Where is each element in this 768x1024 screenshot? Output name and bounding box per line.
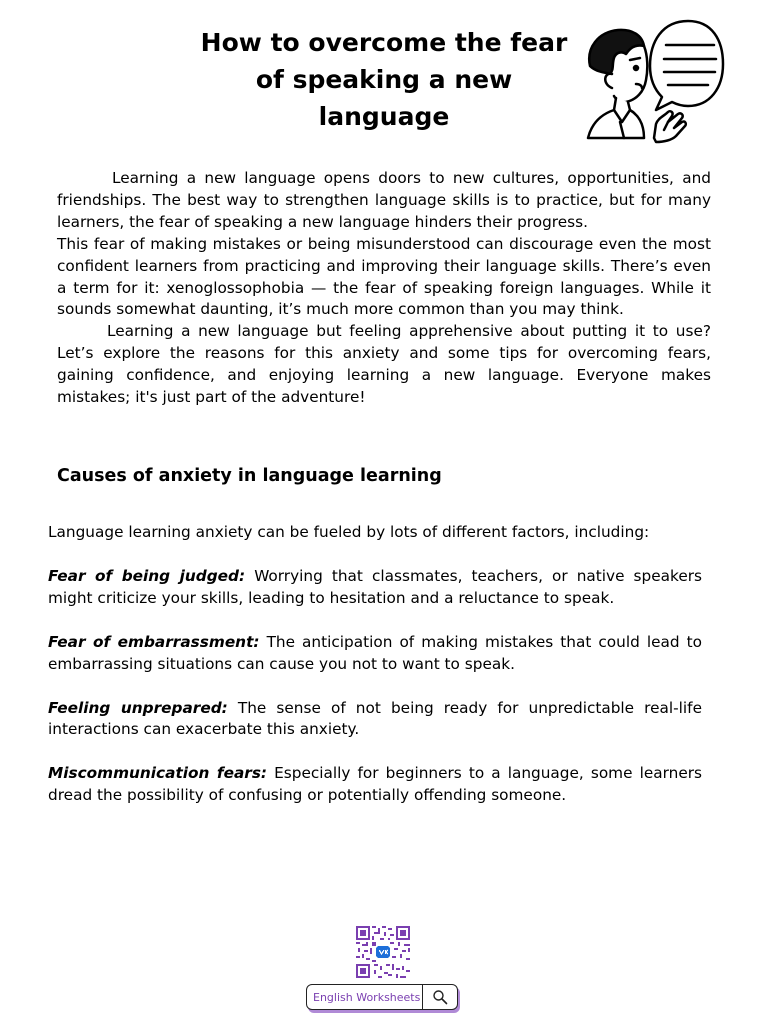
cause-text: Worrying that classmates, teachers, or native speakers might criticize your skills, leading to hesitation and a reluctance to speak.: [48, 566, 702, 607]
cause-term: Fear of being judged:: [48, 566, 246, 585]
intro-text: [57, 168, 711, 409]
speaking-person-illustration: [584, 18, 726, 144]
search-button[interactable]: [422, 985, 457, 1009]
cause-item: [48, 698, 702, 742]
search-bar[interactable]: [306, 984, 458, 1010]
intro-paragraph-3: Learning a new language but feeling apprehensive about putting it to use? Let’s explore the reasons for this anxiety and some tips for overcoming fears, gaining confidence, and enjoying learning a new language. Everyone makes mistakes; it's just part of the adventure!: [57, 322, 711, 407]
cause-text: The sense of not being ready for unpredictable real-life interactions can exacerbate this anxiety.: [48, 698, 702, 739]
cause-text: The anticipation of making mistakes that could lead to embarrassing situations can cause you not to want to speak.: [48, 632, 702, 673]
cause-text: Especially for beginners to a language, some learners dread the possibility of confusing or potentially offending someone.: [48, 764, 702, 805]
causes-list: [48, 522, 702, 829]
cause-term: Feeling unprepared:: [48, 698, 228, 717]
page-title: How to overcome the fear of speaking a new language: [200, 28, 568, 131]
cause-term: Miscommunication fears:: [48, 764, 268, 783]
qr-code-icon[interactable]: [356, 926, 410, 978]
magnifier-icon: [432, 989, 448, 1005]
cause-item: [48, 566, 702, 610]
cause-term: Fear of embarrassment:: [48, 632, 260, 651]
intro-paragraph-1: Learning a new language opens doors to new cultures, opportunities, and friendships. The best way to strengthen language skills is to practice, but for many learners, the fear of speaking a new language hinders their progress.: [57, 169, 711, 231]
search-label[interactable]: English Worksheets: [313, 990, 421, 1004]
cause-item: [48, 632, 702, 676]
causes-lead: Language learning anxiety can be fueled by lots of different factors, including:: [48, 523, 650, 541]
intro-paragraph-2: This fear of making mistakes or being misunderstood can discourage even the most confident learners from practicing and improving their language skills. There’s even a term for it: xenoglossophobia — the fear of speaking foreign languages. While it sounds somewhat daunting, it’s much more common than you may think.: [57, 234, 711, 319]
section-heading: Causes of anxiety in language learning: [57, 466, 442, 486]
cause-item: [48, 763, 702, 807]
